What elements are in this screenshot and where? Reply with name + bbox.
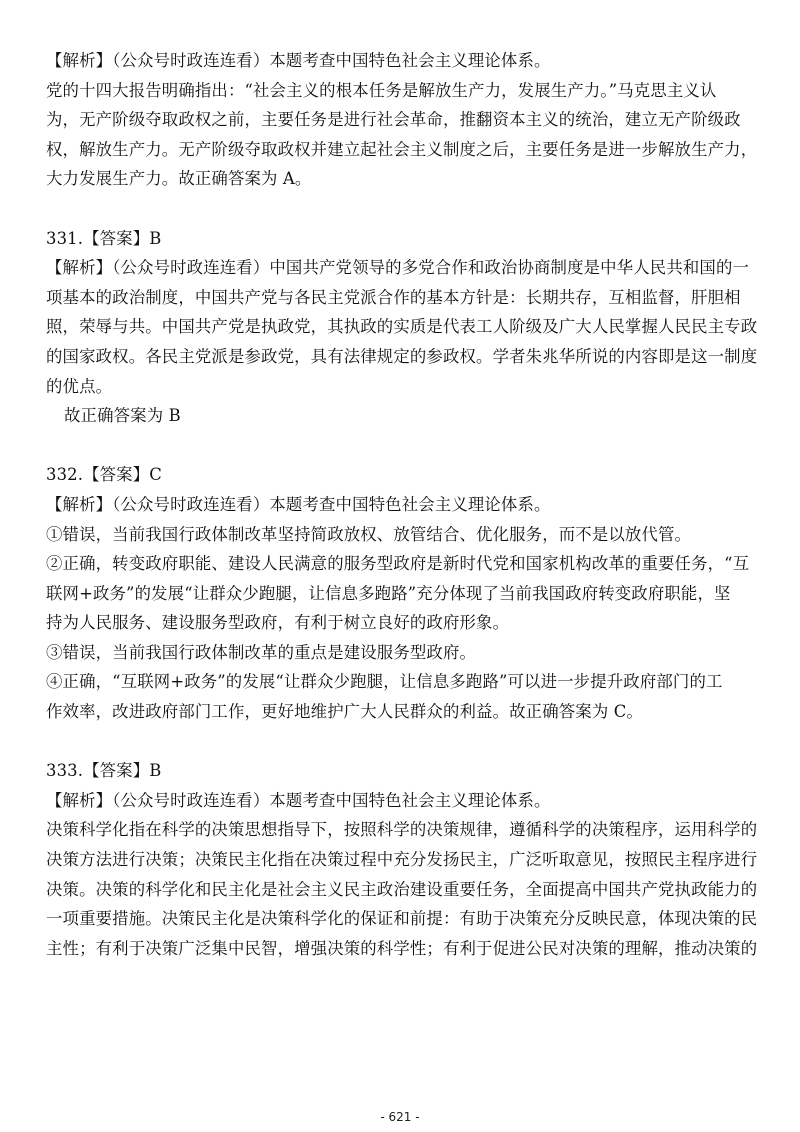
answer-heading: 333.【答案】B <box>46 761 162 781</box>
spacer <box>46 431 758 461</box>
spacer <box>46 194 758 224</box>
q332-block <box>46 460 758 726</box>
paragraph-line: 【解析】（公众号时政连连看）本题考查中国特色社会主义理论体系。 <box>46 51 551 70</box>
paragraph-line: ③错误，当前我国行政体制改革的重点是建设服务型政府。 <box>46 642 477 662</box>
paragraph-line: 的国家政权。各民主党派是参政党，具有法律规定的参政权。学者朱兆华所说的内容即是这一制度 <box>46 346 758 366</box>
spacer <box>46 727 758 757</box>
paragraph-line: 党的十四大报告明确指出：“社会主义的根本任务是解放生产力，发展生产力。”马克思主义认 <box>46 80 717 100</box>
paragraph-line: 持为人民服务、建设服务型政府，有利于树立良好的政府形象。 <box>46 613 510 633</box>
page-number: - 621 - <box>380 1110 420 1124</box>
paragraph-line: 一项重要措施。决策民主化是决策科学化的保证和前提：有助于决策充分反映民意，体现决策的民 <box>46 909 758 929</box>
paragraph-line: 决策科学化指在科学的决策思想指导下，按照科学的决策规律，遵循科学的决策程序，运用科学的 <box>46 820 758 840</box>
paragraph-line: 决策方法进行决策；决策民主化指在决策过程中充分发扬民主，广泛听取意见，按照民主程序进行 <box>46 850 758 870</box>
paragraph-line: 照，荣辱与共。中国共产党是执政党，其执政的实质是代表工人阶级及广大人民掌握人民民主专政 <box>46 317 758 337</box>
answer-heading: 332.【答案】C <box>46 465 162 485</box>
paragraph-line: 联网+政务”的发展“让群众少跑腿，让信息多跑路”充分体现了当前我国政府转变政府职能，坚 <box>46 583 731 603</box>
paragraph-line: 大力发展生产力。故正确答案为 A。 <box>46 169 312 189</box>
paragraph-line: 作效率，改进政府部门工作，更好地维护广大人民群众的利益。故正确答案为 C。 <box>46 702 643 722</box>
paragraph-line: 的优点。 <box>46 376 113 396</box>
q331-block <box>46 224 758 431</box>
q330-explanation <box>46 46 758 194</box>
answer-conclusion: 故正确答案为 B <box>64 406 181 426</box>
document-page <box>46 46 758 963</box>
paragraph-line: ②正确，转变政府职能、建设人民满意的服务型政府是新时代党和国家机构改革的重要任务，“互 <box>46 554 750 574</box>
answer-heading: 331.【答案】B <box>46 228 162 248</box>
q333-block <box>46 756 758 963</box>
paragraph-line: 为，无产阶级夺取政权之前，主要任务是进行社会革命，推翻资本主义的统治，建立无产阶级政 <box>46 110 741 130</box>
paragraph-line: 项基本的政治制度，中国共产党与各民主党派合作的基本方针是：长期共存，互相监督，肝胆相 <box>46 287 741 307</box>
paragraph-line: 【解析】（公众号时政连连看）本题考查中国特色社会主义理论体系。 <box>46 790 551 810</box>
paragraph-line: 【解析】（公众号时政连连看）本题考查中国特色社会主义理论体系。 <box>46 494 551 514</box>
paragraph-line: ①错误，当前我国行政体制改革坚持简政放权、放管结合、优化服务，而不是以放代管。 <box>46 524 692 544</box>
paragraph-line: 主性；有利于决策广泛集中民智，增强决策的科学性；有利于促进公民对决策的理解，推动决策的 <box>46 938 758 958</box>
paragraph-line: 决策。决策的科学化和民主化是社会主义民主政治建设重要任务，全面提高中国共产党执政能力的 <box>46 879 758 899</box>
paragraph-line: 【解析】（公众号时政连连看）中国共产党领导的多党合作和政治协商制度是中华人民共和国的一 <box>46 258 750 278</box>
paragraph-line: ④正确，“互联网+政务”的发展“让群众少跑腿，让信息多跑路”可以进一步提升政府部门的工 <box>46 672 723 692</box>
paragraph-line: 权，解放生产力。无产阶级夺取政权并建立起社会主义制度之后，主要任务是进一步解放生产力， <box>46 139 758 159</box>
